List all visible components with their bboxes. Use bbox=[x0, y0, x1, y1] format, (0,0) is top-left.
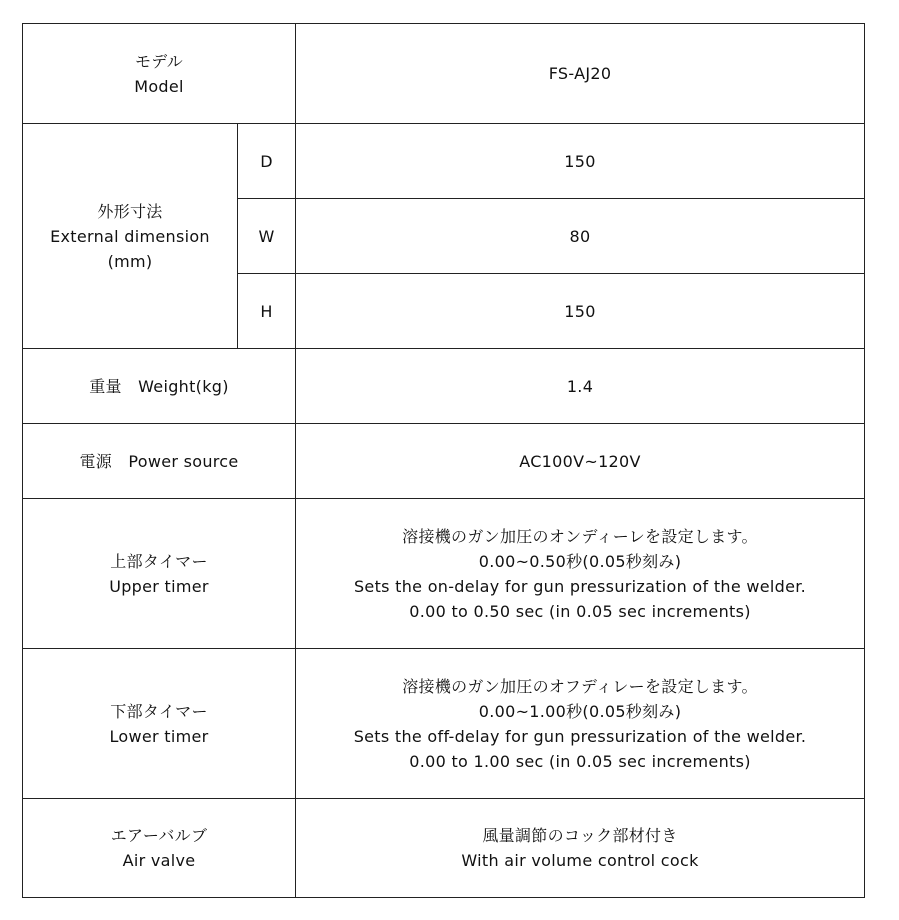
dimension-row-d bbox=[23, 124, 865, 199]
model-value: FS-AJ20 bbox=[296, 24, 865, 124]
lower-timer-label-ja: 下部タイマー bbox=[110, 701, 208, 721]
weight-row bbox=[23, 349, 865, 424]
lower-timer-label-cell bbox=[23, 649, 296, 799]
weight-label: 重量 Weight(kg) bbox=[23, 349, 296, 424]
upper-timer-label-cell bbox=[23, 499, 296, 649]
model-row bbox=[23, 24, 865, 124]
dimension-value-h: 150 bbox=[296, 274, 865, 349]
dimension-axis-d: D bbox=[238, 124, 296, 199]
upper-timer-desc-line: 0.00~0.50秒(0.05秒刻み) bbox=[478, 551, 682, 571]
air-valve-label-cell bbox=[23, 799, 296, 898]
model-label-en: Model bbox=[134, 76, 184, 96]
dimension-value-d: 150 bbox=[296, 124, 865, 199]
power-row bbox=[23, 424, 865, 499]
upper-timer-row bbox=[23, 499, 865, 649]
lower-timer-desc-line: 溶接機のガン加圧のオフディレーを設定します。 bbox=[402, 676, 758, 696]
upper-timer-desc-line: Sets the on-delay for gun pressurization of the welder. bbox=[353, 576, 807, 596]
model-label-ja: モデル bbox=[134, 51, 184, 71]
dimension-axis-w: W bbox=[238, 199, 296, 274]
lower-timer-label-en: Lower timer bbox=[109, 726, 209, 746]
dimension-value-w: 80 bbox=[296, 199, 865, 274]
lower-timer-desc-line: 0.00~1.00秒(0.05秒刻み) bbox=[478, 701, 682, 721]
power-label: 電源 Power source bbox=[23, 424, 296, 499]
power-value: AC100V~120V bbox=[296, 424, 865, 499]
upper-timer-label-en: Upper timer bbox=[109, 576, 209, 596]
weight-value: 1.4 bbox=[296, 349, 865, 424]
upper-timer-desc-cell bbox=[296, 499, 865, 649]
air-valve-desc-line: With air volume control cock bbox=[461, 851, 699, 870]
dimension-label-ja: 外形寸法 bbox=[97, 201, 163, 221]
model-label-cell bbox=[23, 24, 296, 124]
air-valve-row bbox=[23, 799, 865, 898]
air-valve-desc-cell bbox=[296, 799, 865, 898]
lower-timer-row bbox=[23, 649, 865, 799]
dimension-axis-h: H bbox=[238, 274, 296, 349]
dimension-unit: (mm) bbox=[107, 251, 153, 271]
dimension-label-en: External dimension bbox=[50, 226, 210, 246]
air-valve-desc-line: 風量調節のコック部材付き bbox=[482, 826, 678, 845]
upper-timer-desc-line: 0.00 to 0.50 sec (in 0.05 sec increments) bbox=[409, 601, 751, 621]
air-valve-label-en: Air valve bbox=[122, 851, 196, 870]
lower-timer-desc-cell bbox=[296, 649, 865, 799]
upper-timer-label-ja: 上部タイマー bbox=[110, 551, 208, 571]
upper-timer-desc-line: 溶接機のガン加圧のオンディーレを設定します。 bbox=[402, 526, 758, 546]
lower-timer-desc-line: 0.00 to 1.00 sec (in 0.05 sec increments) bbox=[409, 751, 751, 771]
lower-timer-desc-line: Sets the off-delay for gun pressurization of the welder. bbox=[353, 726, 807, 746]
dimension-label-cell bbox=[23, 124, 238, 349]
spec-table bbox=[22, 23, 865, 898]
air-valve-label-ja: エアーバルブ bbox=[110, 826, 208, 845]
